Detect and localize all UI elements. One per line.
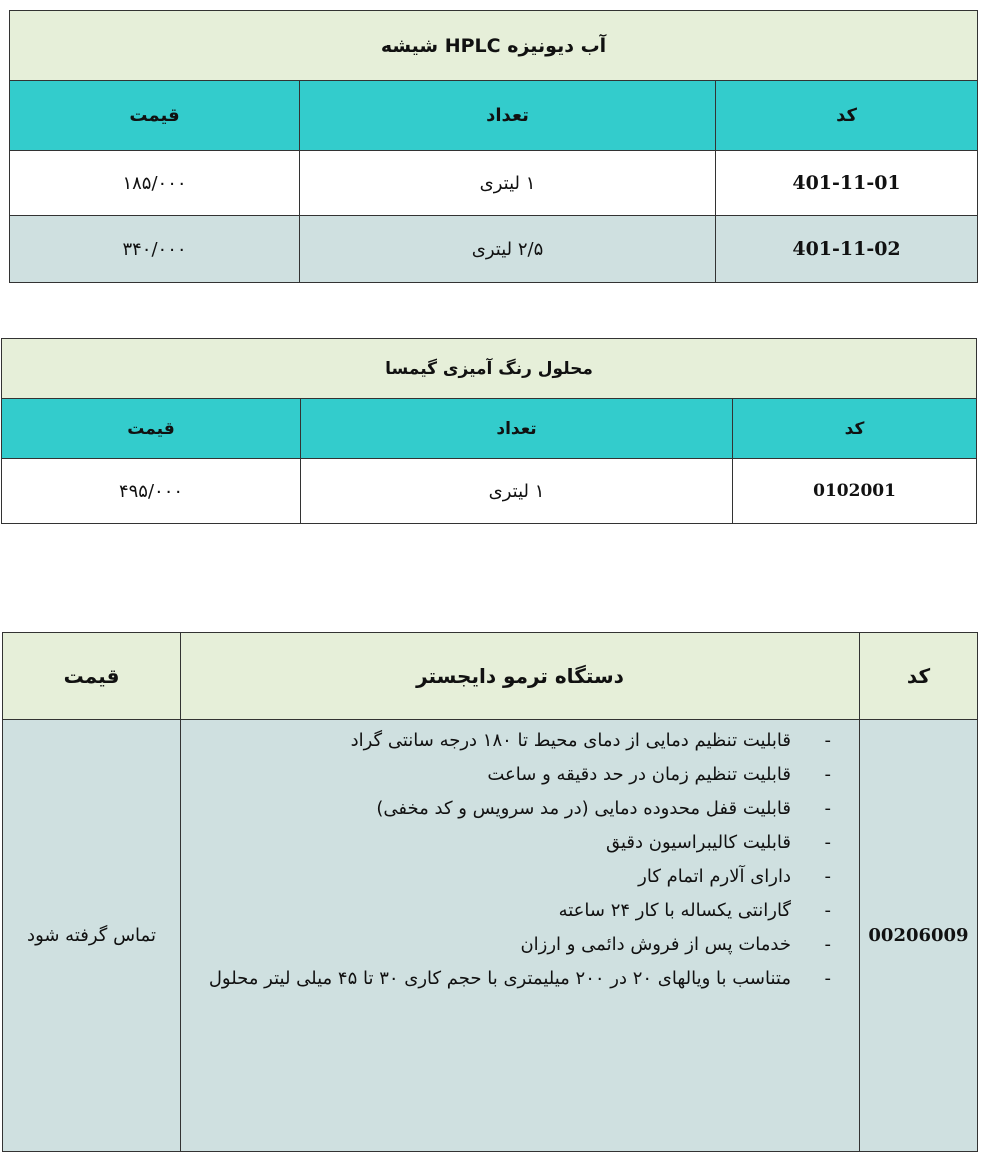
list-item: - قابلیت تنظیم زمان در حد دقیقه و ساعت (487, 764, 831, 785)
price-header: قیمت (3, 633, 181, 720)
product-header: دستگاه ترمو دایجستر (181, 633, 860, 720)
table-row (3, 720, 978, 1152)
quantity-header: تعداد (300, 81, 716, 151)
list-item: - قابلیت تنظیم دمایی از دمای محیط تا ۱۸۰ درجه سانتی گراد (350, 730, 831, 751)
code-header: کد (860, 633, 978, 720)
price-cell: ۴۹۵/۰۰۰ (2, 459, 301, 524)
list-item: - دارای آلارم اتمام کار (638, 866, 831, 887)
table-row (10, 151, 978, 216)
list-item: - قابلیت قفل محدوده دمایی (در مد سرویس و کد مخفی) (376, 798, 831, 819)
price-header: قیمت (2, 399, 301, 459)
price-cell: ۱۸۵/۰۰۰ (10, 151, 300, 216)
price-cell: ۳۴۰/۰۰۰ (10, 216, 300, 283)
hplc-water-table (9, 10, 978, 283)
product-code: 00206009 (860, 720, 978, 1152)
giemsa-stain-table (1, 338, 977, 524)
quantity-cell: ۱ لیتری (301, 459, 733, 524)
table-row (10, 216, 978, 283)
price-cell: تماس گرفته شود (3, 720, 181, 1152)
list-item: - متناسب با ویالهای ۲۰ در ۲۰۰ میلیمتری با حجم کاری ۳۰ تا ۴۵ میلی لیتر محلول (208, 968, 831, 989)
table-title: آب دیونیزه HPLC شیشه (10, 11, 978, 81)
quantity-cell: ۱ لیتری (300, 151, 716, 216)
product-code: 401-11-01 (716, 151, 978, 216)
thermo-digester-table (2, 632, 978, 1152)
code-header: کد (716, 81, 978, 151)
quantity-cell: ۲/۵ لیتری (300, 216, 716, 283)
table-title: محلول رنگ آمیزی گیمسا (2, 339, 977, 399)
list-item: - قابلیت کالیبراسیون دقیق (605, 832, 831, 853)
quantity-header: تعداد (301, 399, 733, 459)
table-row (2, 459, 977, 524)
price-header: قیمت (10, 81, 300, 151)
code-header: کد (733, 399, 977, 459)
features-cell (181, 720, 860, 1152)
list-item: - گارانتی یکساله با کار ۲۴ ساعته (558, 900, 831, 921)
list-item: - خدمات پس از فروش دائمی و ارزان (520, 934, 831, 955)
product-code: 0102001 (733, 459, 977, 524)
feature-list (181, 724, 859, 996)
product-code: 401-11-02 (716, 216, 978, 283)
